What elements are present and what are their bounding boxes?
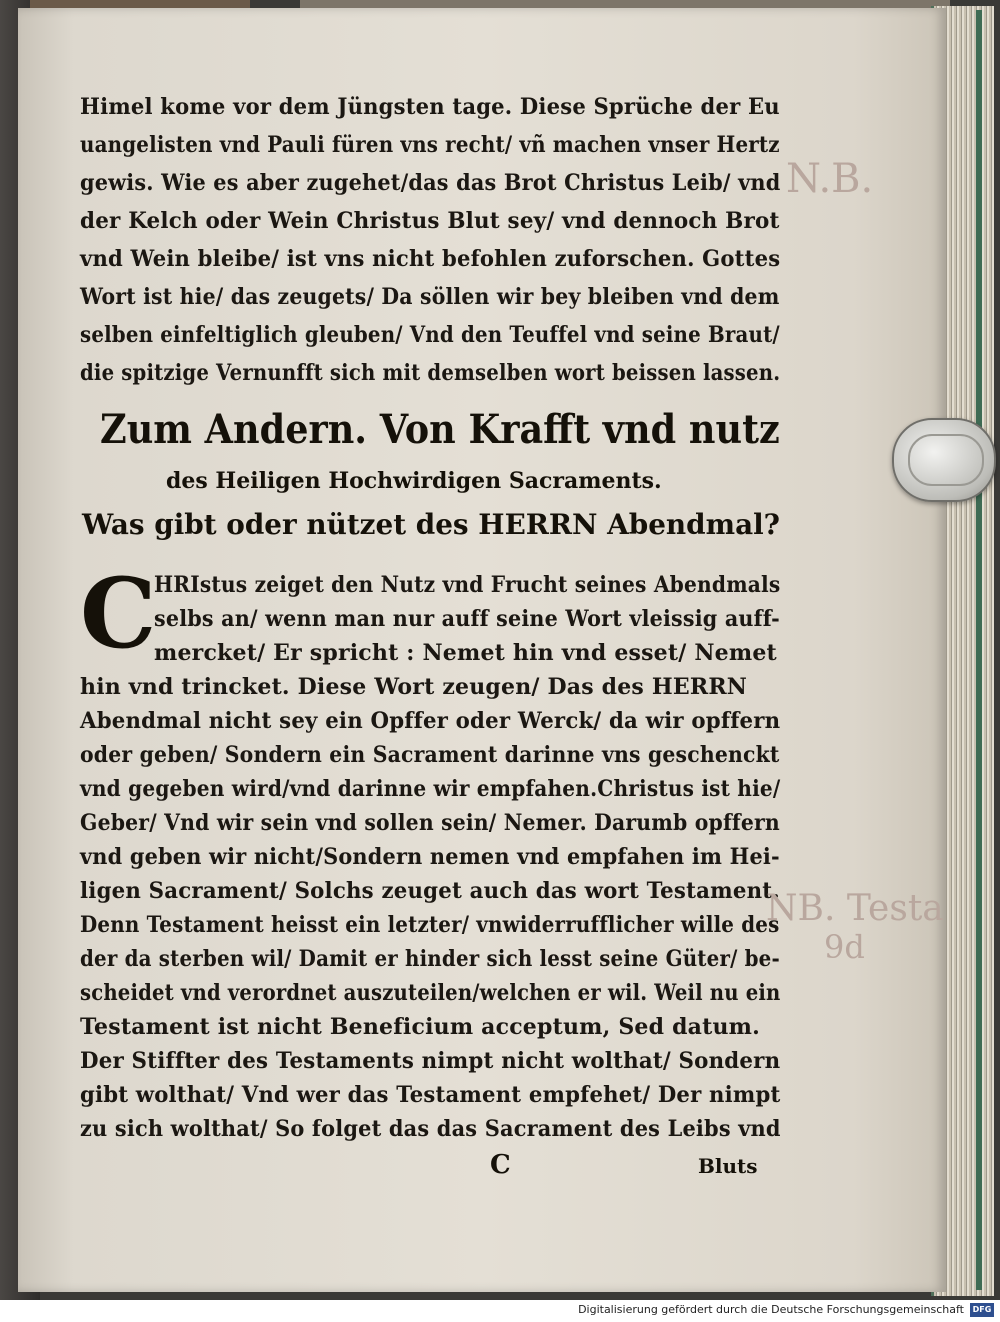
- margin-note: N.B.: [786, 156, 874, 202]
- text-line: scheidet vnd verordnet auszuteilen/welchen er wil. Weil nu ein: [80, 980, 781, 1006]
- margin-note: 9d: [824, 928, 865, 966]
- footer-credit: Digitalisierung gefördert durch die Deutsche Forschungsgemeinschaft: [578, 1303, 964, 1316]
- text-line: Wort ist hie/ das zeugets/ Da söllen wir bey bleiben vnd dem: [80, 284, 780, 310]
- text-line: die spitzige Vernunfft sich mit demselben wort beissen lassen.: [80, 360, 781, 386]
- text-line: vnd geben wir nicht/Sondern nemen vnd empfahen im Hei-: [80, 844, 780, 870]
- chapter-subheading: des Heiligen Hochwirdigen Sacraments.: [166, 468, 662, 494]
- text-line: gewis. Wie es aber zugehet/das das Brot Christus Leib/ vnd: [80, 170, 781, 196]
- text-line: Denn Testament heisst ein letzter/ vnwiderrufflicher wille des: [80, 912, 780, 938]
- text-line: Testament ist nicht Beneficium acceptum, Sed datum.: [80, 1014, 760, 1040]
- text-line: Abendmal nicht sey ein Opffer oder Werck/ da wir opffern: [80, 708, 781, 734]
- text-line: gibt wolthat/ Vnd wer das Testament empfehet/ Der nimpt: [80, 1082, 781, 1108]
- margin-note: NB. Testa: [766, 888, 944, 929]
- text-line: Geber/ Vnd wir sein vnd sollen sein/ Nemer. Darumb opffern: [80, 810, 780, 836]
- text-line: selbs an/ wenn man nur auff seine Wort vleissig auff-: [154, 606, 780, 632]
- text-line: der da sterben wil/ Damit er hinder sich lesst seine Güter/ be-: [80, 946, 780, 972]
- signature-mark: C: [490, 1150, 511, 1180]
- text-line: vnd Wein bleibe/ ist vns nicht befohlen zuforschen. Gottes: [80, 246, 781, 272]
- text-line: hin vnd trincket. Diese Wort zeugen/ Das des HERRN: [80, 674, 748, 700]
- text-line: zu sich wolthat/ So folget das das Sacrament des Leibs vnd: [80, 1116, 781, 1142]
- dfg-logo: DFG: [970, 1303, 994, 1317]
- text-line: HRIstus zeiget den Nutz vnd Frucht seines Abendmals: [154, 572, 781, 598]
- chapter-heading: Zum Andern. Von Krafft vnd nutz: [100, 406, 780, 453]
- catchword: Bluts: [698, 1154, 758, 1178]
- text-line: Himel kome vor dem Jüngsten tage. Diese Sprüche der Eu: [80, 94, 780, 120]
- footer-bar: [0, 1300, 1000, 1322]
- drop-initial: C: [80, 557, 157, 670]
- text-line: selben einfeltiglich gleuben/ Vnd den Teuffel vnd seine Braut/: [80, 322, 780, 348]
- page-clip: [892, 418, 996, 502]
- text-line: vnd gegeben wird/vnd darinne wir empfahen.Christus ist hie/: [80, 776, 781, 802]
- text-line: der Kelch oder Wein Christus Blut sey/ vnd dennoch Brot: [80, 208, 780, 234]
- section-question: Was gibt oder nützet des HERRN Abendmal?: [82, 508, 780, 541]
- book-cover-edge: [976, 10, 982, 1290]
- text-line: ligen Sacrament/ Solchs zeuget auch das wort Testament.: [80, 878, 780, 904]
- text-line: uangelisten vnd Pauli füren vns recht/ vñ machen vnser Hertz: [80, 132, 780, 158]
- text-line: oder geben/ Sondern ein Sacrament darinne vns geschenckt: [80, 742, 780, 768]
- text-line: mercket/ Er spricht : Nemet hin vnd esset/ Nemet: [154, 640, 777, 666]
- page-clip-inner: [908, 434, 984, 486]
- book-page: [18, 8, 946, 1292]
- text-line: Der Stiffter des Testaments nimpt nicht wolthat/ Sondern: [80, 1048, 781, 1074]
